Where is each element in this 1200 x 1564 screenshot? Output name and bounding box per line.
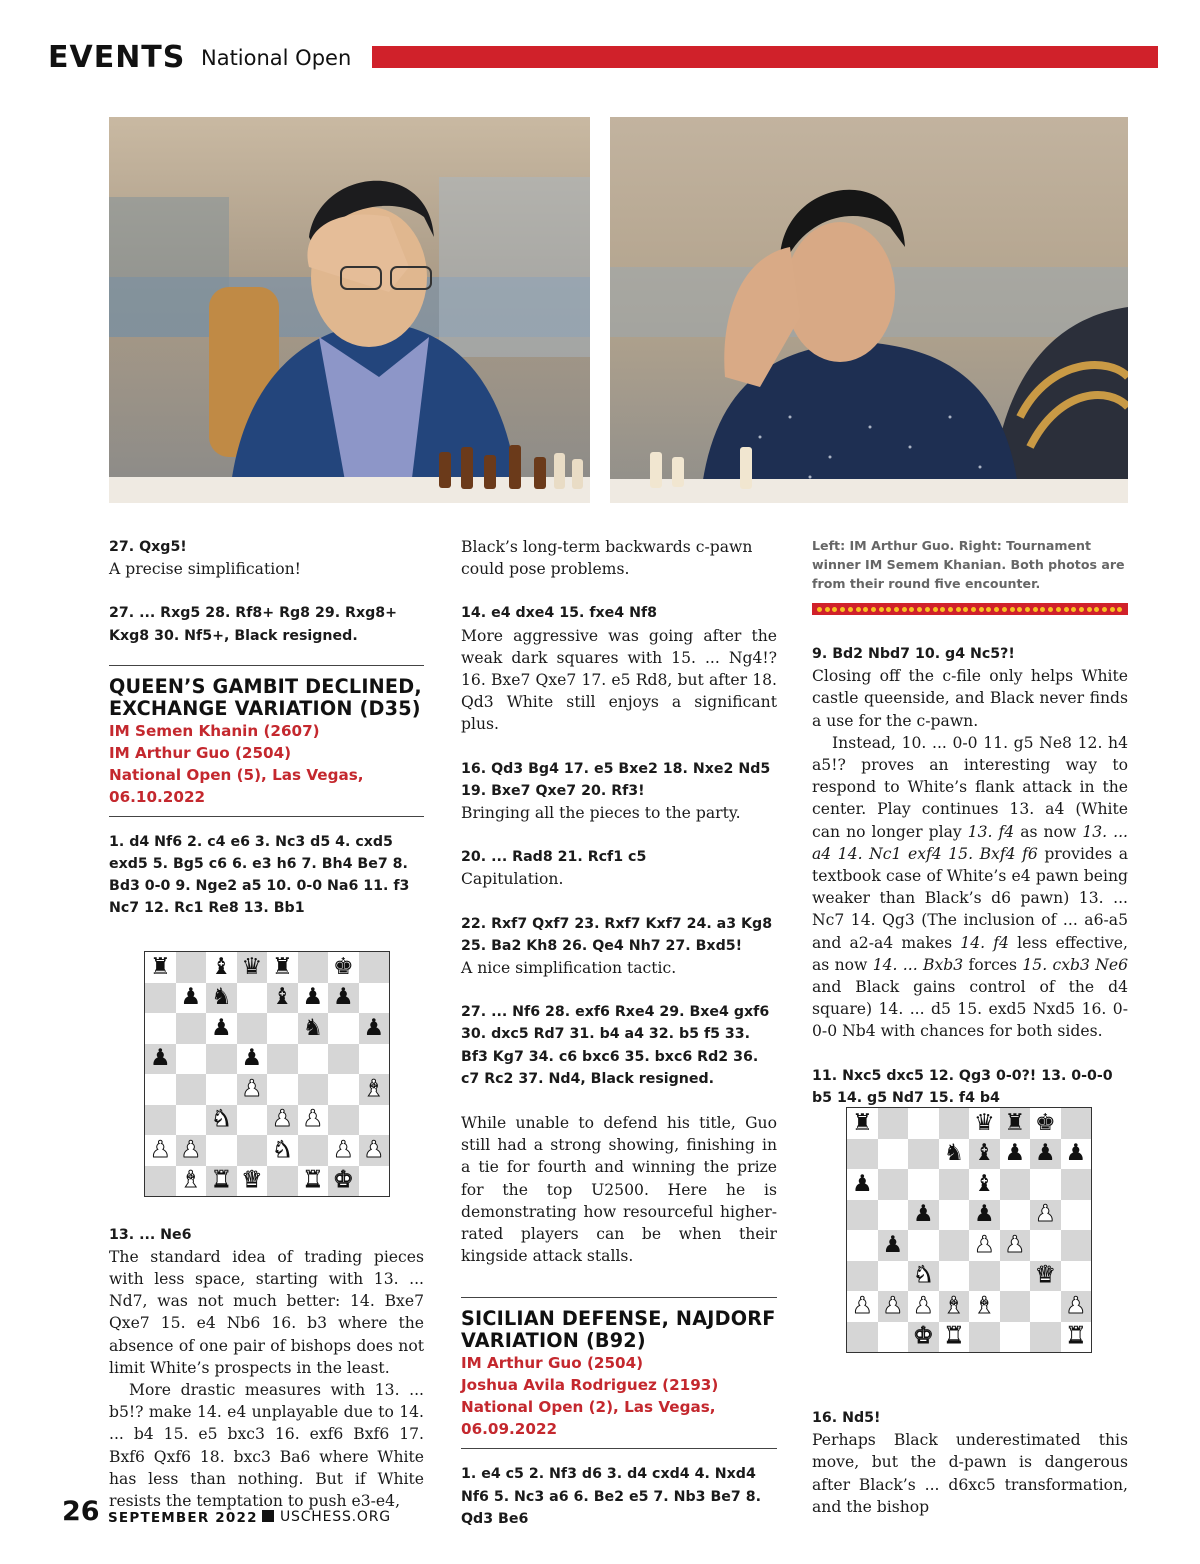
black-bishop-icon: ♝ — [973, 1140, 995, 1167]
decorative-dot — [817, 607, 822, 612]
board-square — [969, 1108, 1000, 1139]
white-knight-icon: ♞ — [912, 1262, 934, 1289]
page-header — [48, 40, 1158, 76]
decorative-dot — [917, 607, 922, 612]
commentary: The standard idea of trading pieces with less space, starting with 13. ... Nd7, was not much better: 14. Bxe7 Qxe7 15. e4 Nb6 16. b3 where the absence of one pair of bishops does not limit White’s prospects in the least. — [109, 1247, 424, 1377]
board-square — [878, 1169, 909, 1200]
board-square — [237, 983, 268, 1014]
black-king-icon: ♚ — [332, 953, 354, 980]
decorative-dot — [840, 607, 845, 612]
board-square — [237, 1166, 268, 1197]
black-pawn-icon: ♟ — [882, 1231, 904, 1258]
issue-date: SEPTEMBER 2022 — [108, 1510, 258, 1526]
board-square — [237, 1135, 268, 1166]
decorative-dot — [963, 607, 968, 612]
black-king-icon: ♚ — [1034, 1109, 1056, 1136]
move-text: 14. e4 dxe4 15. fxe4 Nf8 — [461, 605, 657, 622]
board-square — [1030, 1169, 1061, 1200]
board-square — [878, 1108, 909, 1139]
white-pawn-icon: ♟ — [912, 1292, 934, 1319]
decorative-dot — [886, 607, 891, 612]
move-text: 20. ... Rad8 21. Rcf1 c5 — [461, 849, 647, 866]
board-square — [939, 1200, 970, 1231]
move-text: 27. Qxg5! — [109, 539, 187, 555]
game-title: SICILIAN DEFENSE, NAJDORF VARIATION (B92) — [461, 1307, 776, 1353]
black-pawn-icon: ♟ — [973, 1201, 995, 1228]
board-square — [939, 1108, 970, 1139]
board-square — [878, 1291, 909, 1322]
black-pawn-icon: ♟ — [1004, 1140, 1026, 1167]
decorative-dot — [971, 607, 976, 612]
board-square — [908, 1261, 939, 1292]
black-pawn-icon: ♟ — [149, 1045, 171, 1072]
black-rook-icon: ♜ — [1004, 1109, 1026, 1136]
photo-semem-khanian — [610, 117, 1128, 503]
move-text: 27. ... Nf6 28. exf6 Rxe4 29. Bxe4 gxf6 30. dxc5 Rd7 31. b4 a4 32. b5 f5 33. Bf3 Kg7 34. c6 bxc6 35. bxc6 Rd2 36. c7 Rc2 37. Nd4, Black resigned. — [461, 1004, 770, 1087]
commentary: A nice simplification tactic. — [461, 959, 677, 978]
board-square — [298, 1044, 329, 1075]
board-square — [267, 983, 298, 1014]
board-square — [1000, 1139, 1031, 1170]
board-square — [939, 1291, 970, 1322]
board-square — [145, 952, 176, 983]
board-square — [267, 1135, 298, 1166]
board-square — [908, 1322, 939, 1353]
white-bishop-icon: ♝ — [943, 1292, 965, 1319]
board-square — [1061, 1139, 1092, 1170]
white-pawn-icon: ♟ — [332, 1136, 354, 1163]
chess-diagram-1 — [144, 951, 390, 1197]
move-text: 13. ... Ne6 — [109, 1226, 192, 1243]
game-event: National Open (5), Las Vegas, 06.10.2022 — [109, 765, 364, 806]
board-square — [267, 1166, 298, 1197]
photo-arthur-guo — [109, 117, 590, 503]
section-subtitle: National Open — [201, 46, 352, 70]
commentary: More drastic measures with 13. ... b5!? make 14. e4 unplayable due to 14. ... b4 15. e5 bxc3 16. exf6 Bxf6 17. Bxf6 Qxf6 18. bxc3 Ba6 where White has less than nothing. But if White resists the temptation to push e3-e4, — [109, 1381, 424, 1511]
board-square — [145, 1044, 176, 1075]
board-square — [908, 1108, 939, 1139]
board-square — [298, 1013, 329, 1044]
white-player: IM Arthur Guo (2504) — [461, 1354, 644, 1373]
board-square — [328, 1013, 359, 1044]
board-square — [206, 983, 237, 1014]
board-square — [176, 1166, 207, 1197]
white-pawn-icon: ♟ — [1034, 1201, 1056, 1228]
white-pawn-icon: ♟ — [363, 1136, 385, 1163]
header-red-bar — [372, 46, 1158, 68]
board-square — [1061, 1261, 1092, 1292]
board-square — [939, 1139, 970, 1170]
board-square — [328, 983, 359, 1014]
board-square — [1030, 1322, 1061, 1353]
commentary: While unable to defend his title, Guo still had a strong showing, finishing in a tie for fourth and winning the prize for the top U2500. Here he is demonstrating how resourceful higher-rated players can be when their kingside attack stalls. — [461, 1114, 777, 1266]
black-pawn-icon: ♟ — [241, 1045, 263, 1072]
white-rook-icon: ♜ — [1065, 1323, 1087, 1350]
white-queen-icon: ♛ — [1034, 1262, 1056, 1289]
white-bishop-icon: ♝ — [363, 1075, 385, 1102]
board-square — [969, 1139, 1000, 1170]
board-square — [1000, 1230, 1031, 1261]
board-square — [939, 1261, 970, 1292]
board-square — [939, 1322, 970, 1353]
white-knight-icon: ♞ — [271, 1136, 293, 1163]
white-pawn-icon: ♟ — [1004, 1231, 1026, 1258]
white-rook-icon: ♜ — [302, 1167, 324, 1194]
commentary: More aggressive was going after the weak dark squares with 15. ... Ng4!? 16. Bxe7 Qxe7 17. e5 Rd8, but after 18. Qd3 White still enjoys a significant plus. — [461, 626, 777, 734]
white-pawn-icon: ♟ — [149, 1136, 171, 1163]
decorative-dot — [832, 607, 837, 612]
decorative-dot — [1033, 607, 1038, 612]
black-pawn-icon: ♟ — [1065, 1140, 1087, 1167]
board-square — [328, 1074, 359, 1105]
commentary: Perhaps Black underestimated this move, but the d-pawn is dangerous after Black’s ... d6xc5 transformation, and the bishop — [812, 1431, 1128, 1516]
move-text: 9. Bd2 Nbd7 10. g4 Nc5?! — [812, 646, 1015, 662]
white-pawn-icon: ♟ — [241, 1075, 263, 1102]
move-text: 16. Nd5! — [812, 1410, 881, 1427]
white-bishop-icon: ♝ — [973, 1292, 995, 1319]
black-bishop-icon: ♝ — [210, 953, 232, 980]
board-square — [298, 1166, 329, 1197]
decorative-dot — [1048, 607, 1053, 612]
decorative-dot — [956, 607, 961, 612]
board-square — [969, 1322, 1000, 1353]
decorative-dot — [848, 607, 853, 612]
decorative-dot — [994, 607, 999, 612]
black-knight-icon: ♞ — [943, 1140, 965, 1167]
move-text: 27. ... Rxg5 28. Rf8+ Rg8 29. Rxg8+ Kxg8 30. Nf5+, Black resigned. — [109, 605, 398, 644]
move-text: 11. Nxc5 dxc5 12. Qg3 0-0?! 13. 0-0-0 b5 14. g5 Nd7 15. f4 b4 — [812, 1067, 1113, 1106]
board-square — [1030, 1291, 1061, 1322]
board-square — [847, 1108, 878, 1139]
board-square — [1061, 1200, 1092, 1231]
white-king-icon: ♚ — [332, 1167, 354, 1194]
commentary: A precise simplification! — [109, 560, 301, 579]
board-square — [328, 1166, 359, 1197]
board-square — [908, 1291, 939, 1322]
board-square — [328, 1044, 359, 1075]
white-pawn-icon: ♟ — [973, 1231, 995, 1258]
board-square — [359, 952, 390, 983]
black-queen-icon: ♛ — [973, 1109, 995, 1136]
board-square — [969, 1169, 1000, 1200]
board-square — [1030, 1139, 1061, 1170]
board-square — [969, 1230, 1000, 1261]
board-square — [847, 1261, 878, 1292]
commentary: Closing off the c-file only helps White castle queenside, and Black never finds a use for the c-pawn. — [812, 667, 1128, 730]
decorative-dot — [979, 607, 984, 612]
board-square — [145, 1074, 176, 1105]
board-square — [878, 1261, 909, 1292]
white-rook-icon: ♜ — [943, 1323, 965, 1350]
move-text: 1. e4 c5 2. Nf3 d6 3. d4 cxd4 4. Nxd4 Nf6 5. Nc3 a6 6. Be2 e5 7. Nb3 Be7 8. Qd3 Be6 — [461, 1466, 761, 1527]
black-player: Joshua Avila Rodriguez (2193) — [461, 1376, 719, 1395]
black-rook-icon: ♜ — [851, 1109, 873, 1136]
board-square — [847, 1200, 878, 1231]
move-text: 16. Qd3 Bg4 17. e5 Bxe2 18. Nxe2 Nd5 19. Bxe7 Qxe7 20. Rf3! — [461, 760, 771, 799]
commentary: Capitulation. — [461, 870, 564, 889]
black-pawn-icon: ♟ — [912, 1201, 934, 1228]
decorative-dot — [1040, 607, 1045, 612]
board-square — [298, 1135, 329, 1166]
board-square — [1061, 1169, 1092, 1200]
white-pawn-icon: ♟ — [302, 1106, 324, 1133]
board-square — [298, 983, 329, 1014]
board-square — [1061, 1322, 1092, 1353]
white-pawn-icon: ♟ — [882, 1292, 904, 1319]
decorative-dot — [1102, 607, 1107, 612]
board-square — [298, 1074, 329, 1105]
black-pawn-icon: ♟ — [851, 1170, 873, 1197]
white-pawn-icon: ♟ — [180, 1136, 202, 1163]
board-square — [847, 1322, 878, 1353]
commentary: Bringing all the pieces to the party. — [461, 804, 741, 823]
decorative-dot — [940, 607, 945, 612]
commentary: Instead, 10. ... 0-0 11. g5 Ne8 12. h4 a5!? proves an interesting way to respond to White’s flank attack in the center. Play continues 13. a4 (White can no longer play 13. f4 as now 13. ... a4 14. Nc1 exf4 15. Bxf4 f6 provides a textbook case of White’s e4 pawn being weaker than Black’s d6 pawn) 13. ... Nc7 14. Qg3 (The inclusion of ... a6-a5 and a2-a4 makes 14. f4 less effective, as now 14. ... Bxb3 forces 15. cxb3 Ne6 and Black gains control of the d4 square) 14. ... d5 15. exd5 Nxd5 16. 0-0-0 Nb4 with chances for both sides. — [812, 733, 1128, 1041]
board-square — [145, 1135, 176, 1166]
board-square — [206, 1013, 237, 1044]
white-pawn-icon: ♟ — [1065, 1292, 1087, 1319]
board-square — [206, 1105, 237, 1136]
decorative-dot — [933, 607, 938, 612]
board-square — [176, 1105, 207, 1136]
black-pawn-icon: ♟ — [210, 1014, 232, 1041]
board-square — [1030, 1230, 1061, 1261]
board-square — [145, 983, 176, 1014]
black-pawn-icon: ♟ — [1034, 1140, 1056, 1167]
board-square — [908, 1230, 939, 1261]
board-square — [145, 1105, 176, 1136]
column-3 — [812, 536, 1128, 1518]
board-square — [206, 1135, 237, 1166]
move-text: 22. Rxf7 Qxf7 23. Rxf7 Kxf7 24. a3 Kg8 25. Ba2 Kh8 26. Qe4 Nh7 27. Bxd5! — [461, 915, 773, 954]
black-bishop-icon: ♝ — [973, 1170, 995, 1197]
decorative-dot — [1079, 607, 1084, 612]
board-square — [359, 1074, 390, 1105]
decorative-dot — [1071, 607, 1076, 612]
board-square — [1030, 1261, 1061, 1292]
board-square — [237, 952, 268, 983]
white-rook-icon: ♜ — [210, 1167, 232, 1194]
board-square — [206, 1166, 237, 1197]
black-knight-icon: ♞ — [210, 984, 232, 1011]
decorative-dot — [856, 607, 861, 612]
black-pawn-icon: ♟ — [180, 984, 202, 1011]
black-knight-icon: ♞ — [302, 1014, 324, 1041]
board-square — [908, 1200, 939, 1231]
board-square — [908, 1169, 939, 1200]
white-queen-icon: ♛ — [241, 1167, 263, 1194]
game-event: National Open (2), Las Vegas, 06.09.2022 — [461, 1398, 716, 1439]
decorative-dot — [986, 607, 991, 612]
board-square — [969, 1291, 1000, 1322]
decorative-dot — [902, 607, 907, 612]
decorative-dot — [948, 607, 953, 612]
board-square — [328, 1135, 359, 1166]
column-2 — [461, 536, 777, 1530]
decorative-dot — [1087, 607, 1092, 612]
white-player: IM Semen Khanin (2607) — [109, 721, 320, 740]
board-square — [267, 1044, 298, 1075]
board-square — [176, 1044, 207, 1075]
decorative-dot — [863, 607, 868, 612]
board-square — [1030, 1108, 1061, 1139]
board-square — [1061, 1230, 1092, 1261]
board-square — [908, 1139, 939, 1170]
website: USCHESS.ORG — [280, 1509, 391, 1525]
board-square — [1000, 1200, 1031, 1231]
white-knight-icon: ♞ — [210, 1106, 232, 1133]
board-square — [237, 1013, 268, 1044]
board-square — [176, 983, 207, 1014]
board-square — [206, 952, 237, 983]
board-square — [1000, 1261, 1031, 1292]
board-square — [1000, 1108, 1031, 1139]
footer-square — [262, 1510, 274, 1522]
page-number: 26 — [62, 1496, 100, 1527]
board-square — [267, 1105, 298, 1136]
board-square — [176, 952, 207, 983]
decorative-dot — [1017, 607, 1022, 612]
move-text: 1. d4 Nf6 2. c4 e6 3. Nc3 d5 4. cxd5 exd5 5. Bg5 c6 6. e3 h6 7. Bh4 Be7 8. Bd3 0-0 9. Nge2 a5 10. 0-0 Na6 11. f3 Nc7 12. Rc1 Re8 13. Bb1 — [109, 833, 410, 917]
board-square — [847, 1291, 878, 1322]
commentary: Black’s long-term backwards c-pawn could pose problems. — [461, 538, 753, 579]
board-square — [176, 1074, 207, 1105]
black-pawn-icon: ♟ — [332, 984, 354, 1011]
decorative-dot — [925, 607, 930, 612]
board-square — [359, 1166, 390, 1197]
white-pawn-icon: ♟ — [271, 1106, 293, 1133]
board-square — [939, 1230, 970, 1261]
board-square — [237, 1105, 268, 1136]
decorative-dot — [909, 607, 914, 612]
board-square — [847, 1139, 878, 1170]
board-square — [298, 952, 329, 983]
decorative-dot — [879, 607, 884, 612]
black-pawn-icon: ♟ — [302, 984, 324, 1011]
photo-caption: Left: IM Arthur Guo. Right: Tournament winner IM Semem Khanian. Both photos are from their round five encounter. — [812, 538, 1125, 591]
board-square — [969, 1261, 1000, 1292]
decorative-dot — [871, 607, 876, 612]
decorative-dot — [1056, 607, 1061, 612]
chess-diagram-2 — [846, 1107, 1092, 1353]
game-title: QUEEN’S GAMBIT DECLINED, EXCHANGE VARIATION (D35) — [109, 674, 422, 720]
board-square — [267, 1074, 298, 1105]
decorative-dot — [825, 607, 830, 612]
board-square — [298, 1105, 329, 1136]
decorative-dot — [1002, 607, 1007, 612]
board-square — [1000, 1322, 1031, 1353]
board-square — [145, 1166, 176, 1197]
board-square — [176, 1135, 207, 1166]
black-pawn-icon: ♟ — [363, 1014, 385, 1041]
board-square — [328, 1105, 359, 1136]
black-player: IM Arthur Guo (2504) — [109, 743, 292, 762]
black-rook-icon: ♜ — [149, 953, 171, 980]
decorative-dot — [1025, 607, 1030, 612]
board-square — [176, 1013, 207, 1044]
decorative-dot — [1110, 607, 1115, 612]
black-bishop-icon: ♝ — [271, 984, 293, 1011]
board-square — [847, 1169, 878, 1200]
board-square — [939, 1169, 970, 1200]
board-square — [359, 983, 390, 1014]
decorative-dot — [894, 607, 899, 612]
board-square — [267, 952, 298, 983]
board-square — [1061, 1108, 1092, 1139]
board-square — [359, 1013, 390, 1044]
board-square — [328, 952, 359, 983]
board-square — [1000, 1169, 1031, 1200]
decorative-dot — [1094, 607, 1099, 612]
black-rook-icon: ♜ — [271, 953, 293, 980]
decorative-dot — [1117, 607, 1122, 612]
decorative-dot — [1064, 607, 1069, 612]
board-square — [1000, 1291, 1031, 1322]
board-square — [206, 1074, 237, 1105]
black-queen-icon: ♛ — [241, 953, 263, 980]
board-square — [878, 1230, 909, 1261]
section-title: EVENTS — [48, 40, 186, 75]
board-square — [1030, 1200, 1061, 1231]
white-king-icon: ♚ — [912, 1323, 934, 1350]
board-square — [359, 1044, 390, 1075]
white-pawn-icon: ♟ — [851, 1292, 873, 1319]
white-bishop-icon: ♝ — [180, 1167, 202, 1194]
board-square — [847, 1230, 878, 1261]
board-square — [878, 1139, 909, 1170]
board-square — [359, 1105, 390, 1136]
board-square — [267, 1013, 298, 1044]
board-square — [969, 1200, 1000, 1231]
board-square — [1061, 1291, 1092, 1322]
board-square — [237, 1044, 268, 1075]
decorative-dot — [1010, 607, 1015, 612]
board-square — [145, 1013, 176, 1044]
board-square — [878, 1322, 909, 1353]
board-square — [237, 1074, 268, 1105]
board-square — [359, 1135, 390, 1166]
board-square — [206, 1044, 237, 1075]
board-square — [878, 1200, 909, 1231]
decorative-dot-band — [812, 603, 1128, 615]
